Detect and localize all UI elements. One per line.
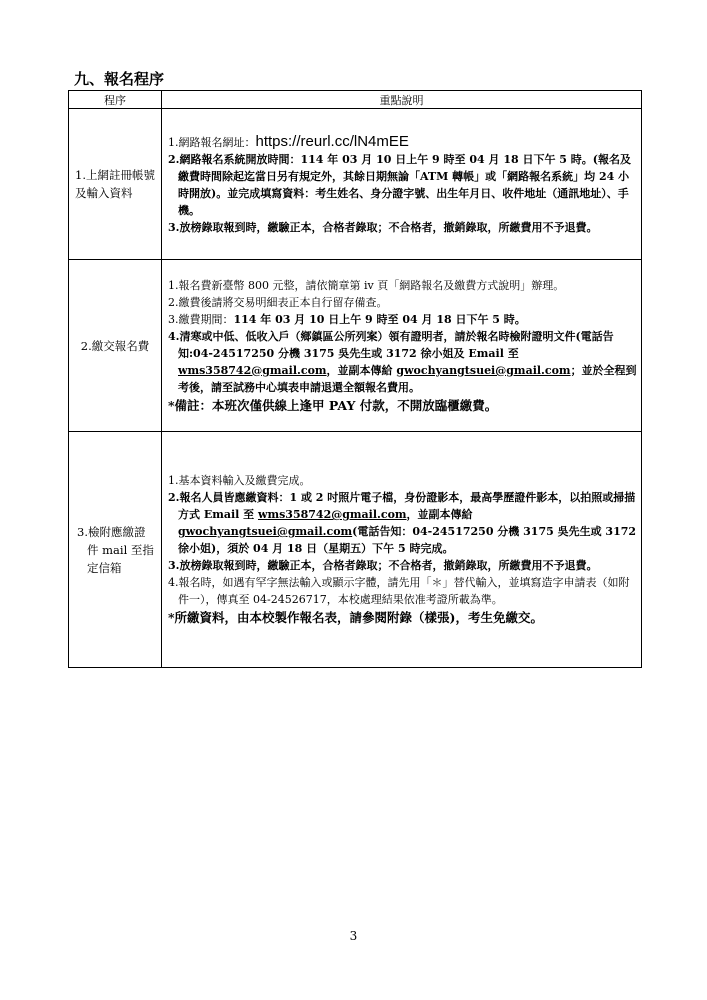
list-item: 4.報名時，如遇有罕字無法輸入或顯示字體，請先用「＊」替代輸入，並填寫造字申請表（如附件一），傳真至 04-24526717，本校處理結果依准考證所載為準。 [168, 576, 630, 606]
note-item: *備註：本班次僅供線上逢甲 PAY 付款，不開放臨櫃繳費。 [168, 397, 498, 413]
item-text: 3.繳費期間： [168, 312, 234, 326]
description-cell [162, 109, 642, 260]
item-text: ；並於全程到考後，請至試務中心填表申請退還全額報名費用。 [178, 363, 637, 394]
list-item: 3.放榜錄取報到時，繳驗正本，合格者錄取；不合格者，撤銷錄取，所繳費用不予退費。 [168, 559, 598, 572]
item-text: (電話告知：04-24517250 分機 3175 吳先生或 3172 徐小姐)，須於 04 月 18 日（星期五）下午 5 時完成。 [178, 525, 637, 555]
item-text: ，並副本傳給 [326, 363, 397, 377]
item-text: 1.網路報名網址： [168, 135, 256, 149]
list-item: 3.放榜錄取報到時，繳驗正本，合格者錄取；不合格者，撤銷錄取，所繳費用不予退費。 [168, 220, 598, 234]
description-cell [162, 432, 642, 668]
description-cell [162, 260, 642, 432]
item-text: 2.報名人員皆應繳資料：1 或 2 吋照片電子檔，身份證影本，最高學歷證件影本，以拍照或掃描方式 Email 至 [168, 491, 636, 521]
registration-procedure-table [68, 90, 642, 668]
section-title: 九、報名程序 [74, 70, 165, 88]
list-item: 2.網路報名系統開放時間：114 年 03 月 10 日上午 9 時至 04 月 18 日下午 5 時。(報名及繳費時間除起迄當日另有規定外，其餘日期無論「ATM 轉帳」或「網路報名系統」均 24 小時開放)。並完成填寫資料：考生姓名、身分證字號、出生年月日、收件地址（通訊地址）、手機。 [168, 152, 631, 217]
email-link[interactable]: gwochyangtsuei@gmail.com [396, 363, 571, 377]
list-item: 1.基本資料輸入及繳費完成。 [168, 474, 311, 487]
email-link[interactable]: wms358742@gmail.com [178, 363, 327, 377]
table-row [69, 260, 642, 432]
list-item [168, 328, 637, 396]
step-line: 定信箱 [87, 560, 122, 575]
note-item: *所繳資料，由本校製作報名表，請參閱附錄（樣張)，考生免繳交。 [168, 610, 543, 625]
table-row [69, 109, 642, 260]
table-row [69, 432, 642, 668]
header-step: 程序 [69, 91, 162, 109]
page-number: 3 [349, 929, 358, 943]
item-text: 4.清寒或中低、低收入戶（鄉鎮區公所列案）領有證明者，請於報名時檢附證明文件(電話告知:04-24517250 分機 3175 吳先生或 3172 徐小姐及 Email 至 [168, 329, 614, 360]
list-item [168, 133, 637, 151]
item-text: ，並副本傳給 [406, 508, 473, 521]
list-item: 1.報名費新臺幣 800 元整，請依簡章第 iv 頁「網路報名及繳費方式說明」辦理。 [168, 278, 565, 292]
table-header-row [69, 91, 642, 109]
list-item: 2.繳費後請將交易明細表正本自行留存備查。 [168, 295, 388, 309]
step-line: 3.檢附應繳證 [77, 524, 146, 539]
step-line: 件 mail 至指 [87, 542, 154, 557]
list-item [168, 489, 637, 557]
list-item [168, 311, 637, 328]
email-link[interactable]: gwochyangtsuei@gmail.com [178, 525, 353, 538]
step-cell: 1.上網註冊帳號及輸入資料 [69, 109, 162, 260]
item-text-bold: 114 年 03 月 10 日上午 9 時至 04 月 18 日下午 5 時。 [233, 312, 526, 326]
step-cell [69, 432, 162, 668]
header-description: 重點說明 [162, 91, 642, 109]
registration-url-link[interactable]: https://reurl.cc/lN4mEE [255, 132, 409, 150]
step-cell: 2.繳交報名費 [69, 260, 162, 432]
email-link[interactable]: wms358742@gmail.com [258, 508, 407, 521]
